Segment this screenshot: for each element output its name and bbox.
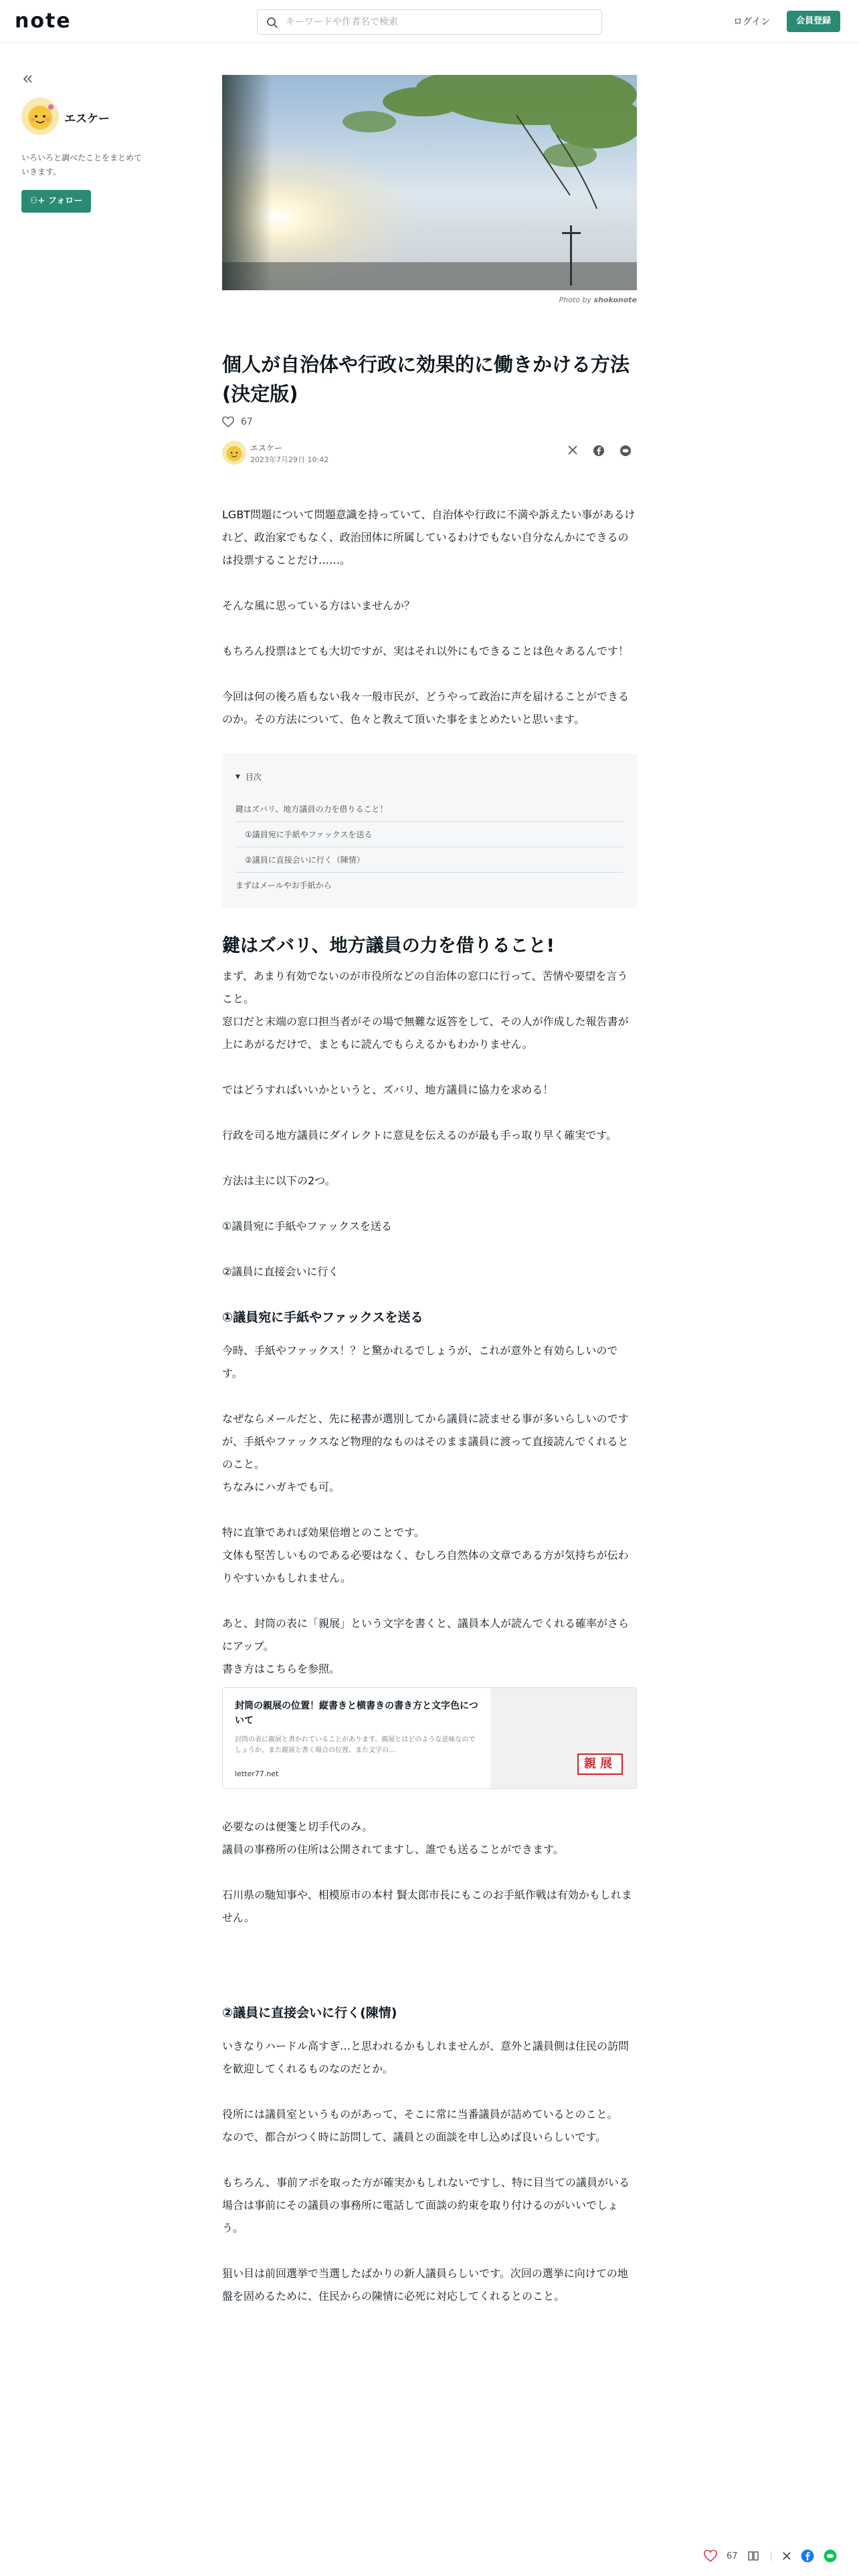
paragraph: ではどうすればいいかというと、ズバリ、地方議員に協力を求める！ <box>222 1083 554 1096</box>
article <box>222 75 637 2331</box>
facebook-share-icon[interactable] <box>801 2549 814 2563</box>
link-card-description: 封筒の表に親展と書かれていることがあります。親展とはどのような意味なのでしょうか。また親展と書く場合の位置、また文字の… <box>235 1736 476 1754</box>
subsection-heading: ①議員宛に手紙やファックスを送る <box>222 1310 423 1325</box>
author-avatar[interactable] <box>21 98 59 135</box>
hero-image <box>222 75 637 290</box>
paragraph: あと、封筒の表に「親展」という文字を書くと、議員本人が読んでくれる確率がさらにアップ。 書き方はこちらを参照。 <box>222 1617 630 1675</box>
subsection-heading: ②議員に直接会いに行く(陳情) <box>222 2006 397 2020</box>
paragraph: もちろん、事前アポを取った方が確実かもしれないですし、特に目当ての議員がいる場合は事前にその議員の事務所に電話して面談の約束を取り付けるのがいいでしょう。 <box>222 2176 630 2234</box>
like-count: 67 <box>241 417 253 427</box>
heart-icon[interactable] <box>704 2550 717 2562</box>
facebook-share-icon[interactable] <box>593 445 605 457</box>
link-card-title: 封筒の親展の位置！縦書きと横書きの書き方と文字色について <box>235 1701 478 1726</box>
line-share-icon[interactable] <box>824 2549 837 2563</box>
paragraph: いきなりハードル高すぎ…と思われるかもしれませんが、意外と議員側は住民の訪問を歓迎してくれるものなのだとか。 <box>222 2040 630 2075</box>
link-card-domain: letter77.net <box>235 1769 279 1778</box>
caret-down-icon: ▼ <box>235 774 240 780</box>
floating-action-bar <box>704 2549 837 2563</box>
toc-item[interactable]: 鍵はズバリ、地方議員の力を借りること！ <box>235 796 624 822</box>
follow-label: フォロー <box>47 196 83 206</box>
paragraph: ②議員に直接会いに行く <box>222 1265 339 1278</box>
toc-header[interactable] <box>235 766 624 788</box>
toc-item[interactable]: まずはメールやお手紙から <box>235 881 332 890</box>
shinten-stamp: 親展 <box>577 1753 623 1775</box>
paragraph: ①議員宛に手紙やファックスを送る <box>222 1220 392 1232</box>
link-card[interactable] <box>222 1687 637 1789</box>
byline <box>222 441 637 467</box>
paragraph: 特に直筆であれば効果倍増とのことです。 文体も堅苦しいものである必要はなく、むしろ自然体の文章である方が気持ちが伝わりやすいかもしれません。 <box>222 1526 629 1584</box>
author-name[interactable]: エスケー <box>64 112 110 126</box>
paragraph: もちろん投票はとても大切ですが、実はそれ以外にもできることは色々あるんです！ <box>222 645 630 657</box>
paragraph: 方法は主に以下の2つ。 <box>222 1174 336 1187</box>
link-card-text <box>223 1688 490 1788</box>
add-user-icon: ⚇+ <box>29 196 48 206</box>
site-header <box>0 0 859 43</box>
byline-avatar[interactable] <box>222 441 246 465</box>
paragraph: 必要なのは便箋と切手代のみ。 議員の事務所の住所は公開されてますし、誰でも送ることができます。 <box>222 1820 564 1856</box>
like-count: 67 <box>727 2551 738 2561</box>
share-buttons <box>567 445 632 457</box>
table-of-contents <box>222 754 637 907</box>
divider: | <box>769 2551 773 2561</box>
paragraph: LGBT問題について問題意識を持っていて、自治体や行政に不満や訴えたい事があるけれど、政治家でもなく、政治団体に所属しているわけでもない自分なんかにできるのは投票することだけ……。 <box>222 508 636 566</box>
x-share-icon[interactable] <box>782 2551 791 2561</box>
photo-credit-prefix: Photo by <box>559 296 591 304</box>
publish-date: 2023年7月29日 10:42 <box>250 455 329 464</box>
search-icon <box>266 16 279 29</box>
section-heading: 鍵はズバリ、地方議員の力を借りること! <box>222 936 555 956</box>
article-title: 個人が自治体や行政に効果的に働きかける方法(決定版) <box>222 353 630 405</box>
article-body <box>222 504 637 2308</box>
photo-credit-author[interactable]: shokonote <box>593 296 637 304</box>
paragraph: 行政を司る地方議員にダイレクトに意見を伝えるのが最も手っ取り早く確実です。 <box>222 1129 617 1142</box>
toc-item[interactable]: ①議員宛に手紙やファックスを送る <box>235 822 624 847</box>
search-box[interactable] <box>257 9 602 35</box>
line-share-icon[interactable] <box>619 445 632 457</box>
paragraph: 狙い目は前回選挙で当選したばかりの新人議員らしいです。次回の選挙に向けての地盤を固めるために、住民からの陳情に必死に対応してくれるとのこと。 <box>222 2267 628 2302</box>
note-logo[interactable]: note <box>15 9 72 33</box>
heart-icon[interactable] <box>222 417 234 427</box>
follow-button[interactable] <box>21 190 91 213</box>
photo-credit <box>222 296 637 304</box>
author-bio: いろいろと調べたことをまとめていきます。 <box>21 153 142 177</box>
paragraph: そんな風に思っている方はいませんか？ <box>222 599 415 612</box>
paragraph: 今時、手紙やファックス！？と驚かれるでしょうが、これが意外と有効らしいのです。 <box>222 1344 618 1380</box>
like-counter[interactable] <box>222 417 637 427</box>
x-share-icon[interactable] <box>567 445 578 455</box>
paragraph: 今回は何の後ろ盾もない我々一般市民が、どうやって政治に声を届けることができるのか。その方法について、色々と教えて頂いた事をまとめたいと思います。 <box>222 690 630 726</box>
paragraph: まず、あまり有効でないのが市役所などの自治体の窓口に行って、苦情や要望を言うこと。 窓口だと末端の窓口担当者がその場で無難な返答をして、その人が作成した報告書が上にあがるだけで、まともに読んでもらえるかもわかりません。 <box>222 970 629 1051</box>
double-chevron-left-icon[interactable] <box>21 72 35 86</box>
signup-button[interactable]: 会員登録 <box>787 11 840 32</box>
toc-item[interactable]: ②議員に直接会いに行く（陳情） <box>235 847 624 873</box>
search-input[interactable] <box>286 10 593 34</box>
paragraph: なぜならメールだと、先に秘書が選別してから議員に読ませる事が多いらしいのですが、手紙やファックスなど物理的なものはそのまま議員に渡って直接読んでくれるとのこと。 ちなみにハガキでも可。 <box>222 1412 629 1493</box>
toc-title: 目次 <box>245 772 262 782</box>
byline-author[interactable]: エスケー <box>250 443 283 453</box>
magazine-add-icon[interactable] <box>747 2550 761 2562</box>
paragraph: 役所には議員室というものがあって、そこに常に当番議員が詰めているとのこと。 なので、都合がつく時に訪問して、議員との面談を申し込めば良いらしいです。 <box>222 2108 618 2143</box>
link-card-thumbnail <box>490 1688 636 1788</box>
paragraph: 石川県の馳知事や、相模原市の本村 賢太郎市長にもこのお手紙作戦は有効かもしれません。 <box>222 1889 632 1924</box>
login-link[interactable]: ログイン <box>733 17 771 27</box>
